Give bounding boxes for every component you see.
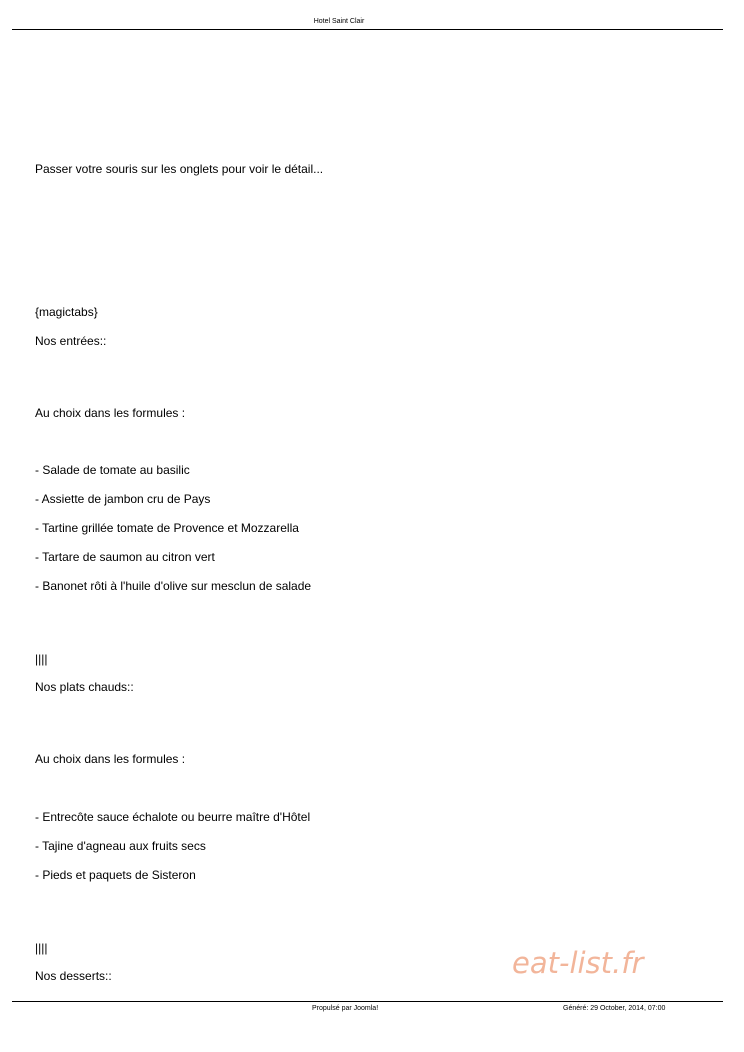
starters-note: Au choix dans les formules : [35, 406, 186, 420]
mains-note: Au choix dans les formules : [35, 752, 186, 766]
footer-divider [12, 1001, 723, 1002]
magictabs-marker: {magictabs} [35, 305, 98, 319]
site-title: Hotel Saint Clair [313, 18, 365, 25]
starter-item: - Banonet rôti à l'huile d'olive sur mesclun de salade [35, 579, 312, 593]
starter-item: - Tartare de saumon au citron vert [35, 550, 215, 564]
starter-item: - Tartine grillée tomate de Provence et Mozzarella [35, 521, 299, 535]
starters-title: Nos entrées:: [35, 334, 107, 348]
watermark: eat-list.fr [512, 946, 644, 980]
mains-title: Nos plats chauds:: [35, 680, 134, 694]
footer-generated: Généré: 29 October, 2014, 07:00 [563, 1005, 666, 1012]
header-divider [12, 29, 723, 30]
footer-powered: Propulsé par Joomla! [312, 1005, 379, 1012]
main-item: - Tajine d'agneau aux fruits secs [35, 839, 206, 853]
tab-separator: |||| [35, 941, 48, 955]
main-item: - Entrecôte sauce échalote ou beurre maître d'Hôtel [35, 810, 311, 824]
intro-text: Passer votre souris sur les onglets pour voir le détail... [35, 162, 324, 176]
desserts-title: Nos desserts:: [35, 969, 112, 983]
tab-separator: |||| [35, 652, 48, 666]
starter-item: - Assiette de jambon cru de Pays [35, 492, 211, 506]
main-item: - Pieds et paquets de Sisteron [35, 868, 196, 882]
starter-item: - Salade de tomate au basilic [35, 463, 190, 477]
